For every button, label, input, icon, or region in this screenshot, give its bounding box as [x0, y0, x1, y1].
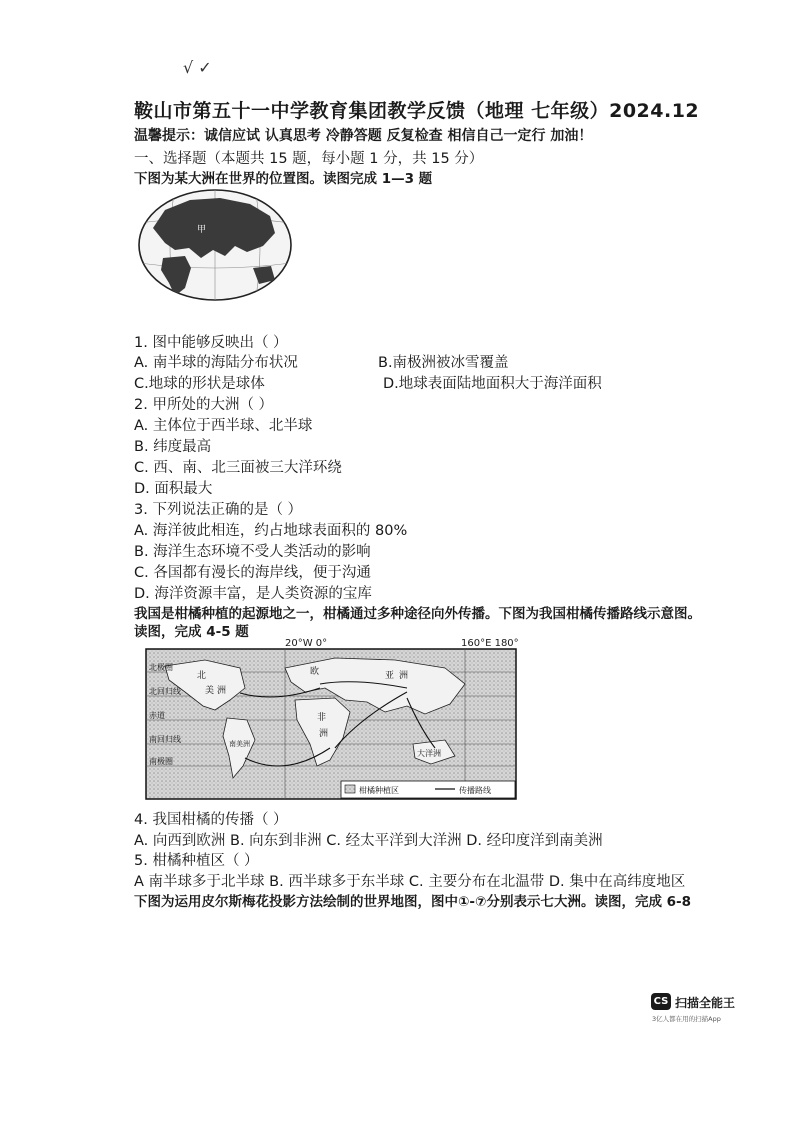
q2-stem: 2. 甲所处的大洲（ ） — [134, 397, 274, 413]
q3-option-b: B. 海洋生态环境不受人类活动的影响 — [134, 544, 371, 560]
figure3-intro: 下图为运用皮尔斯梅花投影方法绘制的世界地图，图中①-⑦分别表示七大洲。读图，完成 6-8 — [134, 894, 692, 910]
figure2-intro-line1: 我国是柑橘种植的起源地之一，柑橘通过多种途径向外传播。下图为我国柑橘传播路线示意图。 — [134, 606, 701, 622]
q4-options: A. 向西到欧洲 B. 向东到非洲 C. 经太平洋到大洋洲 D. 经印度洋到南美洲 — [134, 833, 603, 849]
continent-label: 北 — [197, 671, 207, 681]
q1-option-d: D.地球表面陆地面积大于海洋面积 — [383, 376, 602, 392]
globe-figure — [135, 188, 295, 303]
q1-option-c: C.地球的形状是球体 — [134, 376, 265, 392]
legend-route-label: 传播路线 — [459, 786, 491, 795]
latitude-label: 赤道 — [149, 711, 165, 720]
scanner-badge-icon: CS — [651, 993, 671, 1010]
q4-stem: 4. 我国柑橘的传播（ ） — [134, 812, 288, 828]
continent-label: 洲 — [319, 729, 329, 739]
q2-option-b: B. 纬度最高 — [134, 439, 212, 455]
map-top-label-right: 160°E 180° — [461, 638, 519, 649]
citrus-route-map — [145, 648, 517, 800]
q3-option-c: C. 各国都有漫长的海岸线，便于沟通 — [134, 565, 371, 581]
scanner-brand: 扫描全能王 — [675, 996, 736, 1010]
continent-label: 洲 — [217, 686, 227, 696]
latitude-label: 北回归线 — [149, 687, 181, 696]
map-top-label-left: 20°W 0° — [285, 638, 328, 649]
q3-stem: 3. 下列说法正确的是（ ） — [134, 502, 303, 518]
q3-option-d: D. 海洋资源丰富，是人类资源的宝库 — [134, 586, 372, 602]
continent-label: 大洋洲 — [417, 749, 441, 758]
q3-option-a: A. 海洋彼此相连，约占地球表面积的 80% — [134, 523, 408, 539]
scanner-subtitle: 3亿人都在用的扫描App — [652, 1015, 721, 1023]
continent-label: 亚 — [385, 671, 395, 681]
latitude-label: 北极圈 — [149, 663, 173, 672]
q1-option-a: A. 南半球的海陆分布状况 — [134, 355, 298, 371]
continent-label: 洲 — [399, 671, 409, 681]
latitude-label: 南极圈 — [149, 757, 173, 766]
q5-stem: 5. 柑橘种植区（ ） — [134, 853, 259, 869]
q1-option-b: B.南极洲被冰雪覆盖 — [378, 355, 509, 371]
continent-label: 欧 — [310, 667, 320, 677]
continent-label: 美 — [205, 686, 215, 696]
globe-label-jia: 甲 — [197, 225, 207, 235]
q2-option-c: C. 西、南、北三面被三大洋环绕 — [134, 460, 342, 476]
q5-options: A 南半球多于北半球 B. 西半球多于东半球 C. 主要分布在北温带 D. 集中在高纬度地区 — [134, 874, 686, 890]
q2-option-a: A. 主体位于西半球、北半球 — [134, 418, 313, 434]
legend-area-label: 柑橘种植区 — [359, 786, 399, 795]
figure1-intro: 下图为某大洲在世界的位置图。读图完成 1—3 题 — [134, 171, 433, 187]
q1-stem: 1. 图中能够反映出（ ） — [134, 335, 288, 351]
continent-label: 非 — [317, 713, 327, 723]
latitude-label: 南回归线 — [149, 735, 181, 744]
exam-tip: 温馨提示：诚信应试 认真思考 冷静答题 反复检查 相信自己一定行 加油！ — [134, 128, 593, 144]
section-heading: 一、选择题（本题共 15 题，每小题 1 分，共 15 分） — [134, 151, 484, 167]
continent-label: 南美洲 — [229, 740, 250, 748]
page-title: 鞍山市第五十一中学教育集团教学反馈（地理 七年级）2024.12 — [134, 100, 700, 122]
figure2-intro-line2: 读图，完成 4-5 题 — [134, 624, 249, 640]
handwritten-check-mark: √ ✓ — [183, 58, 212, 77]
legend-area-swatch — [345, 785, 355, 793]
q2-option-d: D. 面积最大 — [134, 481, 213, 497]
